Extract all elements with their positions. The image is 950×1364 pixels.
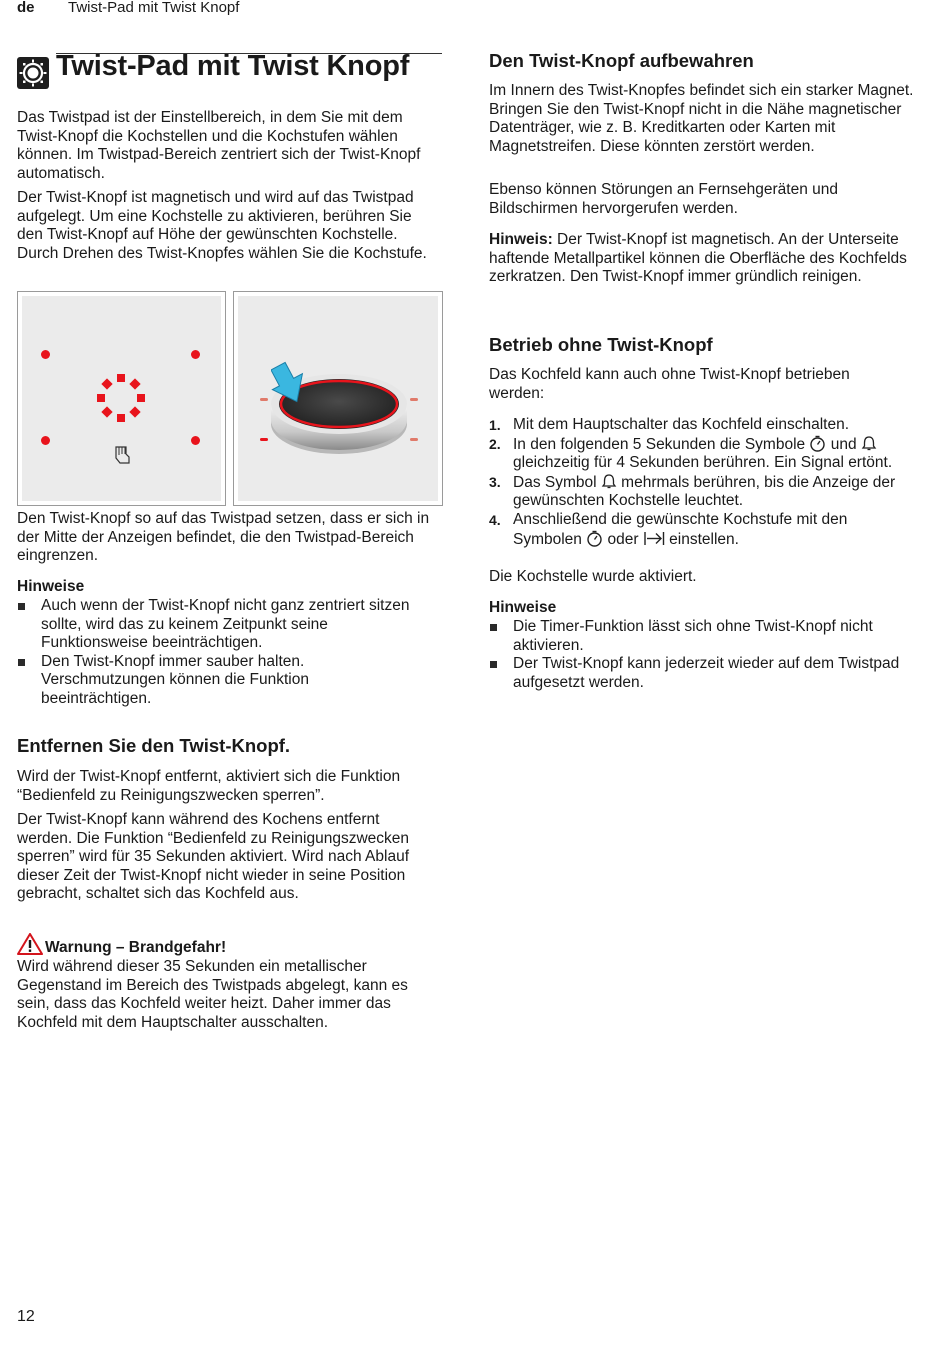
remove-section-heading: Entfernen Sie den Twist-Knopf.	[17, 735, 291, 756]
page-number: 12	[17, 1308, 35, 1325]
hint-label: Hinweis:	[489, 231, 553, 248]
zone-indicator-dot	[41, 350, 50, 359]
intro-paragraph: Das Twistpad ist der Einstellbereich, in dem Sie mit dem Twist-Knopf die Kochstellen und die Kochstufen wählen können. Im Twistpad-Bereich zentriert sich der Twist-Knopf automatisch.	[17, 109, 421, 182]
operation-notes-heading: Hinweise	[489, 599, 557, 616]
operation-intro: Das Kochfeld kann auch ohne Twist-Knopf betrieben werden:	[489, 366, 850, 402]
zone-indicator-dot	[191, 436, 200, 445]
step-item: 1. Mit dem Hauptschalter das Kochfeld einschalten.	[489, 416, 850, 433]
twist-knob-image	[238, 296, 438, 501]
store-hint	[489, 231, 914, 287]
zone-indicator-dot	[191, 350, 200, 359]
page-title: Twist-Pad mit Twist Knopf	[56, 50, 410, 82]
note-item: Der Twist-Knopf kann jederzeit wieder auf dem Twistpad aufgesetzt werden.	[489, 655, 914, 692]
store-paragraph-1: Im Innern des Twist-Knopfes befindet sich ein starker Magnet. Bringen Sie den Twist-Knopf nicht in die Nähe magnetischer Datenträger, wie z. B. Kreditkarten oder Karten mit Magnetstreifen. Diese könnten zerstört werden.	[489, 82, 914, 155]
arrow-to-bar-icon	[643, 530, 665, 547]
step-item: 3. Das Symbol mehrmals berühren, bis die Anzeige der gewünschten Kochstelle leuchtet.	[489, 473, 896, 510]
twist-knob-placement-illustration	[233, 291, 443, 506]
touch-hand-icon	[113, 444, 133, 466]
illustration-caption: Den Twist-Knopf so auf das Twistpad setzen, dass er sich in der Mitte der Anzeigen befindet, die den Twistpad-Bereich eingrenzen.	[17, 510, 430, 565]
press-arrow-icon	[271, 358, 313, 406]
operation-steps	[489, 416, 914, 549]
timer-icon	[586, 530, 603, 547]
remove-paragraph-1: Wird der Twist-Knopf entfernt, aktiviert sich die Funktion “Bedienfeld zu Reinigungszwecken sperren”.	[17, 768, 401, 804]
step-item: 2. In den folgenden 5 Sekunden die Symbole und gleichzeitig für 4 Sekunden berühren. Ein Signal ertönt.	[489, 435, 893, 472]
twistpad-icon	[17, 57, 49, 89]
store-section-heading: Den Twist-Knopf aufbewahren	[489, 50, 754, 71]
note-item: Auch wenn der Twist-Knopf nicht ganz zentriert sitzen sollte, wird das zu keinem Zeitpunkt seine Funktionsweise beeinträchtigen.	[17, 597, 417, 653]
store-paragraph-2: Ebenso können Störungen an Fernsehgeräten und Bildschirmen hervorgerufen werden.	[489, 181, 839, 217]
bell-icon	[601, 473, 617, 490]
operation-result: Die Kochstelle wurde aktiviert.	[489, 568, 697, 585]
remove-paragraph-2: Der Twist-Knopf kann während des Kochens entfernt werden. Die Funktion “Bedienfeld zu Reinigungszwecken sperren” wird für 35 Sekunden aktiviert. Wird nach Ablauf dieser Zeit der Twist-Knopf nicht wieder in seine Position gebracht, schaltet sich das Kochfeld aus.	[17, 811, 410, 903]
running-header-title: Twist-Pad mit Twist Knopf	[68, 0, 240, 16]
twistpad-indicator-illustration	[17, 291, 226, 506]
bell-icon	[861, 435, 877, 452]
warning-text: Wird während dieser 35 Sekunden ein metallischer Gegenstand im Bereich des Twistpads abgelegt, kann es sein, dass das Kochfeld weiter heizt. Daher immer das Kochfeld mit dem Hauptschalter ausschalten.	[17, 958, 408, 1031]
magnet-paragraph: Der Twist-Knopf ist magnetisch und wird auf das Twistpad aufgelegt. Um eine Kochstelle zu aktivieren, berühren Sie den Twist-Knopf auf Höhe der gewünschten Kochstelle. Durch Drehen des Twist-Knopfes wählen Sie die Kochstufe.	[17, 189, 427, 262]
notes-heading: Hinweise	[17, 578, 85, 595]
zone-indicator-dot	[41, 436, 50, 445]
hint-text: Der Twist-Knopf ist magnetisch. An der Unterseite haftende Metallpartikel können die Oberfläche des Kochfelds zerkratzen. Den Twist-Knopf immer gründlich reinigen.	[489, 231, 907, 286]
warning-title: Warnung – Brandgefahr!	[45, 939, 227, 956]
operation-section-heading: Betrieb ohne Twist-Knopf	[489, 334, 713, 355]
warning-triangle-icon	[17, 933, 43, 955]
notes-list	[17, 597, 417, 709]
note-item: Den Twist-Knopf immer sauber halten. Verschmutzungen können die Funktion beeinträchtigen.	[17, 653, 417, 709]
timer-icon	[809, 435, 826, 452]
note-item: Die Timer-Funktion lässt sich ohne Twist-Knopf nicht aktivieren.	[489, 618, 914, 655]
language-code: de	[17, 0, 35, 16]
step-item: 4. Anschließend die gewünschte Kochstufe mit den Symbolen oder einstellen.	[489, 510, 848, 548]
operation-notes-list	[489, 618, 914, 692]
